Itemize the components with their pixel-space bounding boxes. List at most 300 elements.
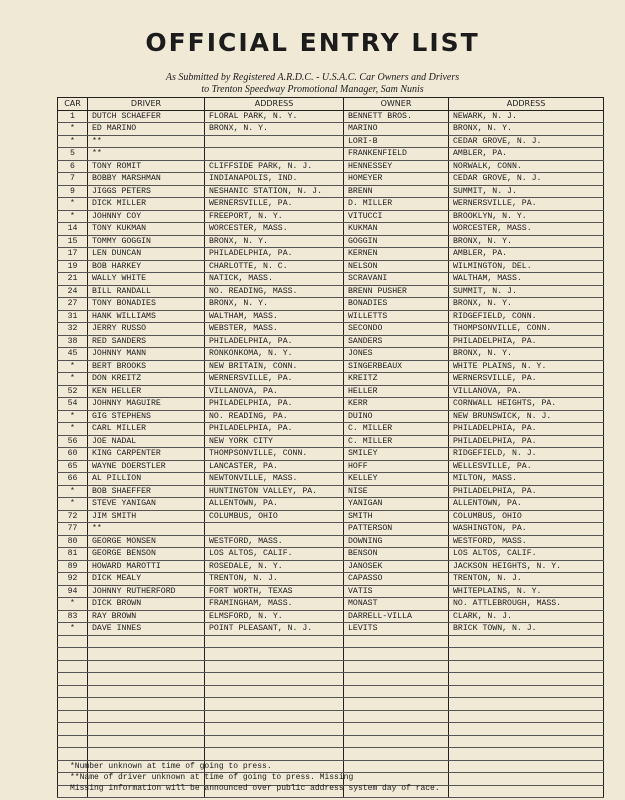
blank-cell (88, 673, 205, 686)
car-number-cell: * (58, 210, 88, 223)
driver-address-cell: BRONX, N. Y. (205, 298, 344, 311)
table-row (58, 585, 604, 598)
page-title: OFFICIAL ENTRY LIST (145, 28, 480, 57)
owner-cell: DARRELL-VILLA (344, 610, 449, 623)
driver-address-cell (205, 523, 344, 536)
table-row (58, 160, 604, 173)
owner-address-cell: MILTON, MASS. (449, 473, 604, 486)
car-number-cell: * (58, 198, 88, 211)
blank-cell (344, 648, 449, 661)
blank-cell (344, 635, 449, 648)
footnote-number-unknown: *Number unknown at time of going to press. (70, 762, 272, 771)
car-number-cell: 80 (58, 535, 88, 548)
car-number-cell: 81 (58, 548, 88, 561)
driver-cell: WALLY WHITE (88, 273, 205, 286)
car-number-cell: * (58, 598, 88, 611)
owner-cell: D. MILLER (344, 198, 449, 211)
owner-cell: KERR (344, 398, 449, 411)
driver-address-cell: NEW BRITAIN, CONN. (205, 360, 344, 373)
owner-address-cell: BRONX, N. Y. (449, 123, 604, 136)
table-row (58, 173, 604, 186)
driver-address-cell: WERNERSVILLE, PA. (205, 373, 344, 386)
owner-cell: PATTERSON (344, 523, 449, 536)
table-row (58, 185, 604, 198)
car-number-cell: 27 (58, 298, 88, 311)
car-number-cell: 6 (58, 160, 88, 173)
car-number-cell: 5 (58, 148, 88, 161)
driver-cell: HOWARD MAROTTI (88, 560, 205, 573)
car-number-cell: 15 (58, 235, 88, 248)
blank-cell (449, 648, 604, 661)
driver-address-cell: NESHANIC STATION, N. J. (205, 185, 344, 198)
owner-cell: LEVITS (344, 623, 449, 636)
driver-address-cell: FREEPORT, N. Y. (205, 210, 344, 223)
car-number-cell: 21 (58, 273, 88, 286)
owner-cell: SMILEY (344, 448, 449, 461)
owner-cell: WILLETTS (344, 310, 449, 323)
blank-cell (449, 773, 604, 786)
driver-cell: DICK BROWN (88, 598, 205, 611)
blank-table-row (58, 673, 604, 686)
table-row (58, 598, 604, 611)
blank-cell (58, 648, 88, 661)
owner-cell: YANIGAN (344, 498, 449, 511)
blank-cell (344, 698, 449, 711)
driver-address-cell: WESTFORD, MASS. (205, 535, 344, 548)
driver-address-cell: PHILADELPHIA, PA. (205, 398, 344, 411)
table-row (58, 285, 604, 298)
driver-address-cell: WORCESTER, MASS. (205, 223, 344, 236)
table-row (58, 523, 604, 536)
driver-cell: WAYNE DOERSTLER (88, 460, 205, 473)
car-number-cell: * (58, 485, 88, 498)
table-row (58, 373, 604, 386)
driver-address-cell: INDIANAPOLIS, IND. (205, 173, 344, 186)
blank-cell (58, 685, 88, 698)
blank-cell (449, 723, 604, 736)
car-number-cell: 38 (58, 335, 88, 348)
owner-cell: KERNEN (344, 248, 449, 261)
owner-cell: SANDERS (344, 335, 449, 348)
driver-address-cell: WALTHAM, MASS. (205, 310, 344, 323)
car-number-cell: * (58, 373, 88, 386)
driver-address-cell: WERNERSVILLE, PA. (205, 198, 344, 211)
blank-cell (58, 660, 88, 673)
table-row (58, 135, 604, 148)
driver-cell: CARL MILLER (88, 423, 205, 436)
car-number-cell: 60 (58, 448, 88, 461)
table-row (58, 610, 604, 623)
blank-cell (449, 785, 604, 798)
table-row (58, 260, 604, 273)
owner-cell: BRENN PUSHER (344, 285, 449, 298)
owner-cell: C. MILLER (344, 423, 449, 436)
blank-cell (58, 698, 88, 711)
driver-cell: BOB SHAEFFER (88, 485, 205, 498)
driver-cell: KING CARPENTER (88, 448, 205, 461)
car-number-cell: * (58, 410, 88, 423)
owner-address-cell: BRICK TOWN, N. J. (449, 623, 604, 636)
table-row (58, 235, 604, 248)
driver-cell: JOE NADAL (88, 435, 205, 448)
car-number-cell: 92 (58, 573, 88, 586)
owner-cell: CAPASSO (344, 573, 449, 586)
driver-cell: DICK MILLER (88, 198, 205, 211)
owner-address-cell: CEDAR GROVE, N. J. (449, 135, 604, 148)
subtitle-line-2: to Trenton Speedway Promotional Manager, Sam Nunis (201, 84, 424, 95)
blank-cell (88, 648, 205, 661)
owner-cell: VITUCCI (344, 210, 449, 223)
owner-address-cell: WHITEPLAINS, N. Y. (449, 585, 604, 598)
owner-address-cell: WERNERSVILLE, PA. (449, 198, 604, 211)
car-number-cell: 89 (58, 560, 88, 573)
owner-cell: SINGERBEAUX (344, 360, 449, 373)
owner-cell: GOGGIN (344, 235, 449, 248)
owner-address-cell: BRONX, N. Y. (449, 235, 604, 248)
car-number-cell: 7 (58, 173, 88, 186)
owner-address-cell: JACKSON HEIGHTS, N. Y. (449, 560, 604, 573)
table-row (58, 548, 604, 561)
table-row (58, 323, 604, 336)
owner-address-cell: NORWALK, CONN. (449, 160, 604, 173)
driver-cell: DAVE INNES (88, 623, 205, 636)
table-row (58, 210, 604, 223)
owner-cell: BRENN (344, 185, 449, 198)
subtitle-line-1: As Submitted by Registered A.R.D.C. - U.S.A.C. Car Owners and Drivers (165, 72, 460, 83)
car-number-cell: * (58, 423, 88, 436)
table-row (58, 573, 604, 586)
driver-cell: AL PILLION (88, 473, 205, 486)
driver-address-cell: LANCASTER, PA. (205, 460, 344, 473)
car-number-cell: * (58, 498, 88, 511)
column-header-driver: DRIVER (88, 98, 205, 111)
blank-cell (58, 723, 88, 736)
driver-cell: BOBBY MARSHMAN (88, 173, 205, 186)
driver-cell: BOB HARKEY (88, 260, 205, 273)
owner-cell: VATIS (344, 585, 449, 598)
driver-address-cell: HUNTINGTON VALLEY, PA. (205, 485, 344, 498)
driver-cell: JOHNNY RUTHERFORD (88, 585, 205, 598)
table-row (58, 360, 604, 373)
table-header-row (58, 98, 604, 111)
driver-address-cell: TRENTON, N. J. (205, 573, 344, 586)
table-row (58, 148, 604, 161)
blank-cell (58, 710, 88, 723)
driver-address-cell: PHILADELPHIA, PA. (205, 248, 344, 261)
blank-table-row (58, 710, 604, 723)
owner-address-cell: WERNERSVILLE, PA. (449, 373, 604, 386)
blank-cell (449, 760, 604, 773)
owner-cell: NELSON (344, 260, 449, 273)
blank-cell (344, 673, 449, 686)
driver-cell: ED MARINO (88, 123, 205, 136)
blank-cell (449, 748, 604, 761)
owner-address-cell: NO. ATTLEBROUGH, MASS. (449, 598, 604, 611)
table-row (58, 273, 604, 286)
owner-address-cell: RIDGEFIELD, N. J. (449, 448, 604, 461)
blank-cell (205, 635, 344, 648)
driver-address-cell: PHILADELPHIA, PA. (205, 335, 344, 348)
car-number-cell: 77 (58, 523, 88, 536)
owner-address-cell: WESTFORD, MASS. (449, 535, 604, 548)
blank-cell (344, 710, 449, 723)
driver-address-cell: ELMSFORD, N. Y. (205, 610, 344, 623)
column-header-owner-address: ADDRESS (449, 98, 604, 111)
driver-cell: DICK MEALY (88, 573, 205, 586)
owner-address-cell: NEW BRUNSWICK, N. J. (449, 410, 604, 423)
blank-cell (205, 698, 344, 711)
driver-address-cell: POINT PLEASANT, N. J. (205, 623, 344, 636)
blank-cell (344, 685, 449, 698)
driver-address-cell: VILLANOVA, PA. (205, 385, 344, 398)
blank-cell (58, 735, 88, 748)
blank-cell (88, 723, 205, 736)
blank-cell (449, 710, 604, 723)
blank-table-row (58, 735, 604, 748)
blank-cell (449, 673, 604, 686)
column-header-driver-address: ADDRESS (205, 98, 344, 111)
blank-cell (88, 660, 205, 673)
driver-cell: JOHNNY MANN (88, 348, 205, 361)
owner-address-cell: PHILADELPHIA, PA. (449, 335, 604, 348)
driver-address-cell: COLUMBUS, OHIO (205, 510, 344, 523)
blank-cell (88, 635, 205, 648)
table-row (58, 510, 604, 523)
blank-table-row (58, 723, 604, 736)
driver-address-cell: LOS ALTOS, CALIF. (205, 548, 344, 561)
driver-address-cell: ROSEDALE, N. Y. (205, 560, 344, 573)
blank-cell (449, 635, 604, 648)
driver-address-cell (205, 135, 344, 148)
blank-cell (88, 748, 205, 761)
owner-address-cell: RIDGEFIELD, CONN. (449, 310, 604, 323)
owner-address-cell: SUMMIT, N. J. (449, 285, 604, 298)
table-row (58, 623, 604, 636)
driver-address-cell: RONKONKOMA, N. Y. (205, 348, 344, 361)
table-row (58, 335, 604, 348)
footnote-driver-unknown: **Name of driver unknown at time of going to press. Missing (70, 773, 354, 782)
driver-cell: JOHNNY COY (88, 210, 205, 223)
car-number-cell: 72 (58, 510, 88, 523)
owner-address-cell: WHITE PLAINS, N. Y. (449, 360, 604, 373)
driver-cell: TONY ROMIT (88, 160, 205, 173)
blank-cell (344, 723, 449, 736)
car-number-cell: 19 (58, 260, 88, 273)
owner-cell: FRANKENFIELD (344, 148, 449, 161)
owner-address-cell: BROOKLYN, N. Y. (449, 210, 604, 223)
owner-address-cell: SUMMIT, N. J. (449, 185, 604, 198)
driver-cell: BILL RANDALL (88, 285, 205, 298)
table-row (58, 485, 604, 498)
owner-cell: KUKMAN (344, 223, 449, 236)
owner-address-cell: ALLENTOWN, PA. (449, 498, 604, 511)
driver-address-cell: NEW YORK CITY (205, 435, 344, 448)
car-number-cell: * (58, 623, 88, 636)
blank-cell (58, 673, 88, 686)
car-number-cell: * (58, 135, 88, 148)
blank-cell (88, 685, 205, 698)
table-row (58, 110, 604, 123)
table-row (58, 435, 604, 448)
blank-table-row (58, 660, 604, 673)
owner-cell: BENSON (344, 548, 449, 561)
table-row (58, 248, 604, 261)
driver-cell: ** (88, 523, 205, 536)
owner-cell: SMITH (344, 510, 449, 523)
table-row (58, 385, 604, 398)
driver-cell: GEORGE MONSEN (88, 535, 205, 548)
driver-address-cell: FRAMINGHAM, MASS. (205, 598, 344, 611)
driver-cell: JIM SMITH (88, 510, 205, 523)
table-row (58, 398, 604, 411)
car-number-cell: 31 (58, 310, 88, 323)
blank-table-row (58, 698, 604, 711)
blank-table-row (58, 635, 604, 648)
footnote-missing-info: Missing information will be announced over public address system day of race. (70, 784, 440, 793)
blank-cell (205, 710, 344, 723)
owner-cell: SECONDO (344, 323, 449, 336)
table-row (58, 198, 604, 211)
car-number-cell: 66 (58, 473, 88, 486)
owner-cell: KREITZ (344, 373, 449, 386)
driver-cell: ** (88, 148, 205, 161)
car-number-cell: 24 (58, 285, 88, 298)
owner-cell: NISE (344, 485, 449, 498)
owner-cell: MONAST (344, 598, 449, 611)
car-number-cell: 45 (58, 348, 88, 361)
column-header-car: CAR (58, 98, 88, 111)
blank-cell (344, 748, 449, 761)
owner-cell: JONES (344, 348, 449, 361)
car-number-cell: 9 (58, 185, 88, 198)
table-row (58, 498, 604, 511)
owner-cell: MARINO (344, 123, 449, 136)
car-number-cell: 54 (58, 398, 88, 411)
driver-cell: KEN HELLER (88, 385, 205, 398)
blank-cell (344, 660, 449, 673)
owner-address-cell: AMBLER, PA. (449, 148, 604, 161)
owner-cell: HELLER (344, 385, 449, 398)
owner-cell: LORI-B (344, 135, 449, 148)
blank-cell (205, 660, 344, 673)
owner-address-cell: COLUMBUS, OHIO (449, 510, 604, 523)
owner-address-cell: LOS ALTOS, CALIF. (449, 548, 604, 561)
blank-cell (205, 648, 344, 661)
table-row (58, 410, 604, 423)
driver-cell: GIG STEPHENS (88, 410, 205, 423)
driver-cell: ** (88, 135, 205, 148)
table-row (58, 423, 604, 436)
driver-cell: RED SANDERS (88, 335, 205, 348)
table-row (58, 298, 604, 311)
owner-address-cell: THOMPSONVILLE, CONN. (449, 323, 604, 336)
footnotes (70, 761, 440, 794)
driver-address-cell: BRONX, N. Y. (205, 123, 344, 136)
blank-cell (205, 673, 344, 686)
owner-address-cell: PHILADELPHIA, PA. (449, 423, 604, 436)
car-number-cell: 14 (58, 223, 88, 236)
owner-address-cell: WALTHAM, MASS. (449, 273, 604, 286)
blank-cell (205, 748, 344, 761)
driver-address-cell: NATICK, MASS. (205, 273, 344, 286)
driver-address-cell: NEWTONVILLE, MASS. (205, 473, 344, 486)
owner-address-cell: VILLANOVA, PA. (449, 385, 604, 398)
owner-address-cell: WILMINGTON, DEL. (449, 260, 604, 273)
driver-cell: JOHNNY MAGUIRE (88, 398, 205, 411)
blank-table-row (58, 648, 604, 661)
driver-address-cell: BRONX, N. Y. (205, 235, 344, 248)
table-row (58, 348, 604, 361)
blank-cell (58, 748, 88, 761)
table-row (58, 473, 604, 486)
car-number-cell: 94 (58, 585, 88, 598)
driver-cell: GEORGE BENSON (88, 548, 205, 561)
driver-address-cell: NO. READING, PA. (205, 410, 344, 423)
driver-address-cell: FLORAL PARK, N. Y. (205, 110, 344, 123)
driver-cell: DUTCH SCHAEFER (88, 110, 205, 123)
driver-cell: BERT BROOKS (88, 360, 205, 373)
car-number-cell: 17 (58, 248, 88, 261)
driver-address-cell: CHARLOTTE, N. C. (205, 260, 344, 273)
car-number-cell: * (58, 360, 88, 373)
owner-address-cell: PHILADELPHIA, PA. (449, 435, 604, 448)
table-row (58, 460, 604, 473)
blank-table-row (58, 685, 604, 698)
blank-cell (344, 735, 449, 748)
driver-cell: TONY KUKMAN (88, 223, 205, 236)
driver-address-cell: CLIFFSIDE PARK, N. J. (205, 160, 344, 173)
owner-cell: HOMEYER (344, 173, 449, 186)
owner-address-cell: CLARK, N. J. (449, 610, 604, 623)
driver-cell: HANK WILLIAMS (88, 310, 205, 323)
owner-address-cell: WELLESVILLE, PA. (449, 460, 604, 473)
blank-cell (88, 710, 205, 723)
blank-cell (449, 735, 604, 748)
table-row (58, 535, 604, 548)
car-number-cell: * (58, 123, 88, 136)
owner-address-cell: TRENTON, N. J. (449, 573, 604, 586)
blank-cell (449, 685, 604, 698)
owner-address-cell: WASHINGTON, PA. (449, 523, 604, 536)
driver-address-cell: ALLENTOWN, PA. (205, 498, 344, 511)
driver-cell: LEN DUNCAN (88, 248, 205, 261)
driver-cell: JIGGS PETERS (88, 185, 205, 198)
owner-cell: JANOSEK (344, 560, 449, 573)
blank-cell (449, 660, 604, 673)
table-row (58, 448, 604, 461)
owner-cell: HENNESSEY (344, 160, 449, 173)
owner-cell: SCRAVANI (344, 273, 449, 286)
table-row (58, 223, 604, 236)
driver-cell: DON KREITZ (88, 373, 205, 386)
driver-address-cell: NO. READING, MASS. (205, 285, 344, 298)
owner-cell: HOFF (344, 460, 449, 473)
owner-address-cell: WORCESTER, MASS. (449, 223, 604, 236)
table-body (58, 110, 604, 798)
blank-cell (449, 698, 604, 711)
owner-cell: DUINO (344, 410, 449, 423)
car-number-cell: 1 (58, 110, 88, 123)
owner-cell: C. MILLER (344, 435, 449, 448)
driver-cell: STEVE YANIGAN (88, 498, 205, 511)
owner-address-cell: AMBLER, PA. (449, 248, 604, 261)
blank-cell (88, 735, 205, 748)
table-row (58, 560, 604, 573)
driver-cell: TOMMY GOGGIN (88, 235, 205, 248)
driver-cell: RAY BROWN (88, 610, 205, 623)
blank-cell (205, 735, 344, 748)
driver-cell: TONY BONADIES (88, 298, 205, 311)
